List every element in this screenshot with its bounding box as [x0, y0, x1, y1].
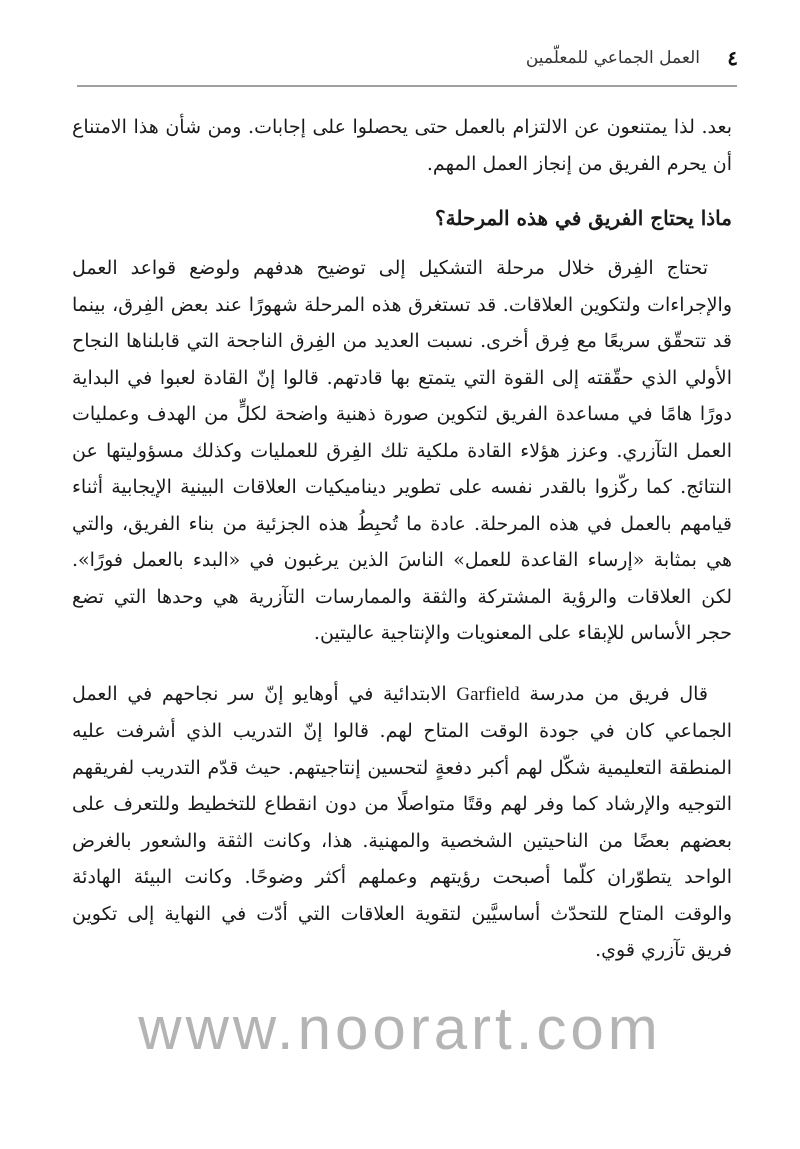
- paragraph-garfield-example: [72, 676, 732, 969]
- page-body: [72, 109, 732, 969]
- section-heading: ماذا يحتاج الفريق في هذه المرحلة؟: [435, 206, 732, 230]
- para-2-rest: الابتدائية في أوهايو إنّ سر نجاحهم في العمل الجماعي كان في جودة الوقت المتاح لهم. قالوا إنّ التدريب الذي أشرفت عليه المنطقة التعليمية شكّل لهم أكبر دفعةٍ لتحسين إنتاجيتهم. حيث قدّم التدريب لفريقهم التوجيه والإرشاد كما وفر لهم وقتًا متواصلًا من دون انقطاع للتخطيط وللتعرف على بعضهم بعضًا من الناحيتين الشخصية والمهنية. هذا، وكانت الثقة والشعور بالغرض الواحد يتطوّران كلّما أصبحت رؤيتهم وعملهم أكثر وضوحًا. وكانت البيئة الهادئة والوقت المتاح للتحدّث أساسيَّين لتقوية العلاقات التي أدّت في النهاية إلى تكوين فريق تآزري قوي.: [72, 682, 732, 961]
- header-rule: [77, 85, 737, 87]
- watermark: www.noorart.com: [138, 994, 662, 1062]
- page-number: ٤: [727, 46, 738, 70]
- para-2-start: قال فريق من مدرسة: [529, 682, 709, 705]
- paragraph-gap: [72, 652, 732, 676]
- running-title: العمل الجماعي للمعلّمين: [525, 48, 700, 68]
- page-header: [77, 0, 738, 78]
- paragraph-forming-stage: تحتاج الفِرق خلال مرحلة التشكيل إلى توضيح هدفهم ولوضع قواعد العمل والإجراءات ولتكوين العلاقات. قد تستغرق هذه المرحلة شهورًا عند بعض الفِرق، بينما قد تتحقّق سريعًا مع فِرق أخرى. نسبت العديد من الفِرق الناجحة التي قابلناها النجاح الأولي الذي حقّقته إلى القوة التي يتمتع بها قادتهم. قالوا إنّ القادة لعبوا في البداية دورًا هامًا في مساعدة الفريق لتكوين صورة ذهنية واضحة لكلٍّ من الهدف وعمليات العمل التآزري. وعزز هؤلاء القادة ملكية تلك الفِرق للعمليات وكذلك مسؤوليتها عن النتائج. كما ركّزوا بالقدر نفسه على تطوير ديناميكيات العلاقات البينية الإيجابية أثناء قيامهم بالعمل في هذه المرحلة. عادة ما تُحبِطُ هذه الجزئية من بناء الفريق، والتي هي بمثابة «إرساء القاعدة للعمل» الناسَ الذين يرغبون في «البدء بالعمل فورًا». لكن العلاقات والرؤية المشتركة والثقة والممارسات التآزرية هي وحدها التي تضع حجر الأساس للإبقاء على المعنويات والإنتاجية عاليتين.: [72, 257, 732, 644]
- continued-paragraph: بعد. لذا يمتنعون عن الالتزام بالعمل حتى يحصلوا على إجابات. ومن شأن هذا الامتناع أن يحرم الفريق من إنجاز العمل المهم.: [72, 116, 732, 175]
- school-name: Garfield: [456, 683, 520, 705]
